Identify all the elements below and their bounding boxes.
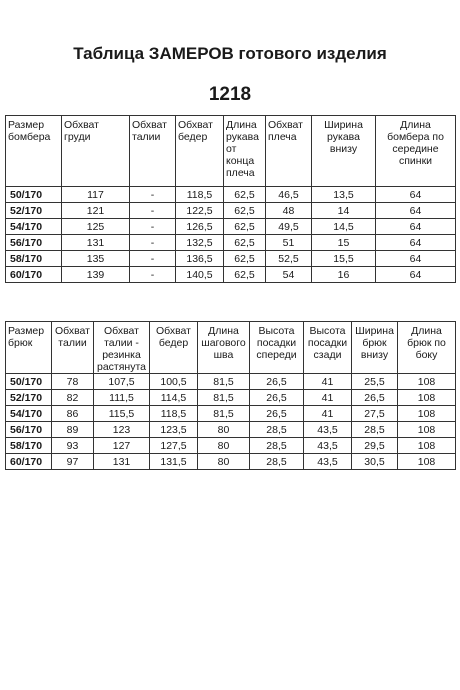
table-cell: 118,5 xyxy=(150,406,198,422)
table-row xyxy=(6,267,456,283)
table-cell: 51 xyxy=(266,235,312,251)
table-cell: 81,5 xyxy=(198,390,250,406)
table-cell: 127,5 xyxy=(150,438,198,454)
article-number: 1218 xyxy=(208,84,252,105)
table-header-row xyxy=(6,116,456,187)
table-cell: 13,5 xyxy=(312,187,376,203)
header-cell: Длина бомбера по середине спинки xyxy=(376,116,456,187)
size-cell: 54/170 xyxy=(6,219,62,235)
table-cell: 136,5 xyxy=(176,251,224,267)
table-cell: 62,5 xyxy=(224,203,266,219)
table-cell: 123,5 xyxy=(150,422,198,438)
table-cell: - xyxy=(130,235,176,251)
table-cell: 29,5 xyxy=(352,438,398,454)
table-cell: 121 xyxy=(62,203,130,219)
table-cell: 54 xyxy=(266,267,312,283)
header-cell: Длина брюк по боку xyxy=(398,322,456,374)
size-cell: 52/170 xyxy=(6,390,52,406)
table-body xyxy=(6,374,456,470)
header-cell: Размер бомбера xyxy=(6,116,62,187)
size-cell: 52/170 xyxy=(6,203,62,219)
table-cell: 122,5 xyxy=(176,203,224,219)
table-cell: 41 xyxy=(304,374,352,390)
table-cell: 26,5 xyxy=(250,390,304,406)
table-cell: 93 xyxy=(52,438,94,454)
table-cell: 26,5 xyxy=(250,406,304,422)
table-cell: 108 xyxy=(398,390,456,406)
header-cell: Обхват плеча xyxy=(266,116,312,187)
table-row xyxy=(6,390,456,406)
table-cell: 28,5 xyxy=(250,454,304,470)
table-cell: 64 xyxy=(376,235,456,251)
size-cell: 50/170 xyxy=(6,187,62,203)
table-cell: - xyxy=(130,203,176,219)
table-cell: 131 xyxy=(94,454,150,470)
table-cell: 14,5 xyxy=(312,219,376,235)
bomber-measurements-table xyxy=(5,115,456,283)
table-cell: 140,5 xyxy=(176,267,224,283)
table-cell: 14 xyxy=(312,203,376,219)
header-cell: Обхват талии xyxy=(130,116,176,187)
table-cell: 30,5 xyxy=(352,454,398,470)
table-cell: - xyxy=(130,267,176,283)
table-cell: 80 xyxy=(198,422,250,438)
table-cell: 111,5 xyxy=(94,390,150,406)
table-cell: 118,5 xyxy=(176,187,224,203)
size-cell: 50/170 xyxy=(6,374,52,390)
table-body xyxy=(6,187,456,283)
table-cell: 108 xyxy=(398,438,456,454)
table-cell: 64 xyxy=(376,187,456,203)
document-title: Таблица ЗАМЕРОВ готового изделия xyxy=(73,44,387,63)
table-cell: 108 xyxy=(398,406,456,422)
header-cell: Ширина рукава внизу xyxy=(312,116,376,187)
size-cell: 58/170 xyxy=(6,251,62,267)
table-cell: - xyxy=(130,251,176,267)
table-row xyxy=(6,438,456,454)
table-cell: 131 xyxy=(62,235,130,251)
size-cell: 60/170 xyxy=(6,454,52,470)
table-cell: 43,5 xyxy=(304,454,352,470)
table-cell: 25,5 xyxy=(352,374,398,390)
table-cell: 16 xyxy=(312,267,376,283)
table-cell: 43,5 xyxy=(304,422,352,438)
table-row xyxy=(6,219,456,235)
table-cell: 41 xyxy=(304,406,352,422)
header-cell: Размер брюк xyxy=(6,322,52,374)
table-cell: 62,5 xyxy=(224,267,266,283)
table-cell: 100,5 xyxy=(150,374,198,390)
table-cell: 126,5 xyxy=(176,219,224,235)
table-cell: 26,5 xyxy=(352,390,398,406)
table-cell: 15,5 xyxy=(312,251,376,267)
header-cell: Обхват бедер xyxy=(176,116,224,187)
size-cell: 56/170 xyxy=(6,422,52,438)
table-cell: 28,5 xyxy=(250,438,304,454)
table-cell: 48 xyxy=(266,203,312,219)
header-cell: Обхват бедер xyxy=(150,322,198,374)
table-cell: 78 xyxy=(52,374,94,390)
table-cell: 26,5 xyxy=(250,374,304,390)
table-row xyxy=(6,251,456,267)
table-cell: 62,5 xyxy=(224,251,266,267)
trousers-measurements-table xyxy=(5,321,456,470)
table-cell: 62,5 xyxy=(224,219,266,235)
table-cell: 41 xyxy=(304,390,352,406)
table-cell: 81,5 xyxy=(198,406,250,422)
table-cell: 46,5 xyxy=(266,187,312,203)
table-cell: 89 xyxy=(52,422,94,438)
header-cell: Длина рукава от конца плеча xyxy=(224,116,266,187)
table-cell: 52,5 xyxy=(266,251,312,267)
table-row xyxy=(6,422,456,438)
table-cell: 108 xyxy=(398,374,456,390)
table-cell: 139 xyxy=(62,267,130,283)
header-cell: Длина шагового шва xyxy=(198,322,250,374)
table-cell: 127 xyxy=(94,438,150,454)
table-header-row xyxy=(6,322,456,374)
table-cell: 64 xyxy=(376,203,456,219)
size-cell: 54/170 xyxy=(6,406,52,422)
header-cell: Высота посадки сзади xyxy=(304,322,352,374)
table-cell: 81,5 xyxy=(198,374,250,390)
size-cell: 58/170 xyxy=(6,438,52,454)
header-cell: Обхват талии xyxy=(52,322,94,374)
table-cell: 108 xyxy=(398,454,456,470)
table-cell: 117 xyxy=(62,187,130,203)
table-cell: 62,5 xyxy=(224,187,266,203)
table-row xyxy=(6,187,456,203)
table-row xyxy=(6,235,456,251)
table-cell: 15 xyxy=(312,235,376,251)
header-cell: Ширина брюк внизу xyxy=(352,322,398,374)
table-cell: 97 xyxy=(52,454,94,470)
table-cell: 43,5 xyxy=(304,438,352,454)
table-cell: 28,5 xyxy=(250,422,304,438)
table-cell: 27,5 xyxy=(352,406,398,422)
table-cell: 82 xyxy=(52,390,94,406)
table-cell: 64 xyxy=(376,219,456,235)
table-cell: 125 xyxy=(62,219,130,235)
table-cell: 114,5 xyxy=(150,390,198,406)
header-cell: Обхват груди xyxy=(62,116,130,187)
table-cell: 80 xyxy=(198,438,250,454)
table-cell: 132,5 xyxy=(176,235,224,251)
table-cell: 107,5 xyxy=(94,374,150,390)
header-cell: Обхват талии - резинка растянута xyxy=(94,322,150,374)
table-row xyxy=(6,454,456,470)
table-cell: 115,5 xyxy=(94,406,150,422)
table-cell: 123 xyxy=(94,422,150,438)
table-cell: 86 xyxy=(52,406,94,422)
table-cell: 49,5 xyxy=(266,219,312,235)
table-row xyxy=(6,406,456,422)
table-cell: 135 xyxy=(62,251,130,267)
size-cell: 60/170 xyxy=(6,267,62,283)
table-cell: 80 xyxy=(198,454,250,470)
table-cell: 62,5 xyxy=(224,235,266,251)
table-cell: 131,5 xyxy=(150,454,198,470)
table-cell: 64 xyxy=(376,267,456,283)
size-cell: 56/170 xyxy=(6,235,62,251)
table-cell: 108 xyxy=(398,422,456,438)
header-cell: Высота посадки спереди xyxy=(250,322,304,374)
table-row xyxy=(6,374,456,390)
table-cell: - xyxy=(130,187,176,203)
table-cell: 28,5 xyxy=(352,422,398,438)
table-row xyxy=(6,203,456,219)
table-cell: - xyxy=(130,219,176,235)
table-cell: 64 xyxy=(376,251,456,267)
